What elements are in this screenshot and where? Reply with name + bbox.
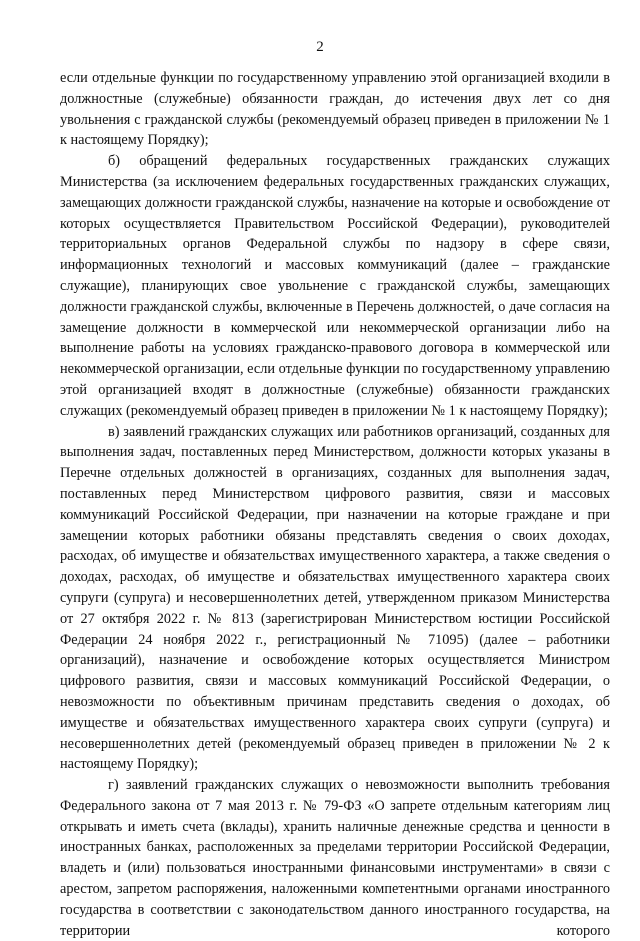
paragraph-b: б) обращений федеральных государственных гражданских служащих Министерства (за исключением федеральных государственных гражданских служащих, замещающих должности гражданской службы, назначение на которые и освобождение от которых осуществляется Правительством Российской Федерации), руководителей территориальных органов Федеральной службы по надзору в сфере связи, информационных технологий и массовых коммуникаций (далее – гражданские служащие), планирующих свое увольнение с гражданской службы, замещающих должности гражданской службы, включенные в Перечень должностей, о даче согласия на замещение должности в коммерческой или некоммерческой организации либо на выполнение работы на условиях гражданско-правового договора в коммерческой или некоммерческой организации, если отдельные функции по государственному управлению этой организацией входят в должностные (служебные) обязанности гражданских служащих (рекомендуемый образец приведен в приложении № 1 к настоящему Порядку); (60, 153, 610, 419)
paragraph-continuation: если отдельные функции по государственному управлению этой организацией входили в должностные (служебные) обязанности граждан, до истечения двух лет со дня увольнения с гражданской службы (рекомендуемый образец приведен в приложении № 1 к настоящему Порядку); (60, 70, 610, 149)
paragraph-v: в) заявлений гражданских служащих или работников организаций, созданных для выполнения задач, поставленных перед Министерством, должности которых указаны в Перечне отдельных должностей в организациях, созданных для выполнения задач, поставленных перед Министерством цифрового развития, связи и массовых коммуникаций Российской Федерации, при назначении на которые граждане и при замещении которых работники обязаны представлять сведения о своих доходах, расходах, об имуществе и обязательствах имущественного характера, а также сведения о доходах, расходах, об имуществе и обязательствах имущественного характера своих супруги (супруга) и несовершеннолетних детей, утвержденном приказом Министерства от 27 октября 2022 г. № 813 (зарегистрирован Министерством юстиции Российской Федерации 24 ноября 2022 г., регистрационный № 71095) (далее – работники организаций), назначение и освобождение которых осуществляется Министром цифрового развития, связи и массовых коммуникаций Российской Федерации, о невозможности по объективным причинам представить сведения о доходах, об имуществе и обязательствах имущественного характера своих супруги (супруга) и несовершеннолетних детей (рекомендуемый образец приведен в приложении № 2 к настоящему Порядку); (60, 423, 610, 773)
page-number: 2 (316, 39, 324, 55)
paragraph-g: г) заявлений гражданских служащих о невозможности выполнить требования Федерального закона от 7 мая 2013 г. № 79-ФЗ «О запрете отдельным категориям лиц открывать и иметь счета (вклады), хранить наличные денежные средства и ценности в иностранных банках, расположенных за пределами территории Российской Федерации, владеть и (или) пользоваться иностранными финансовыми инструментами» в связи с арестом, запретом распоряжения, наложенными компетентными органами иностранного государства в соответствии с законодательством данного иностранного государства, на территории которого (60, 777, 610, 939)
document-body (60, 68, 610, 941)
